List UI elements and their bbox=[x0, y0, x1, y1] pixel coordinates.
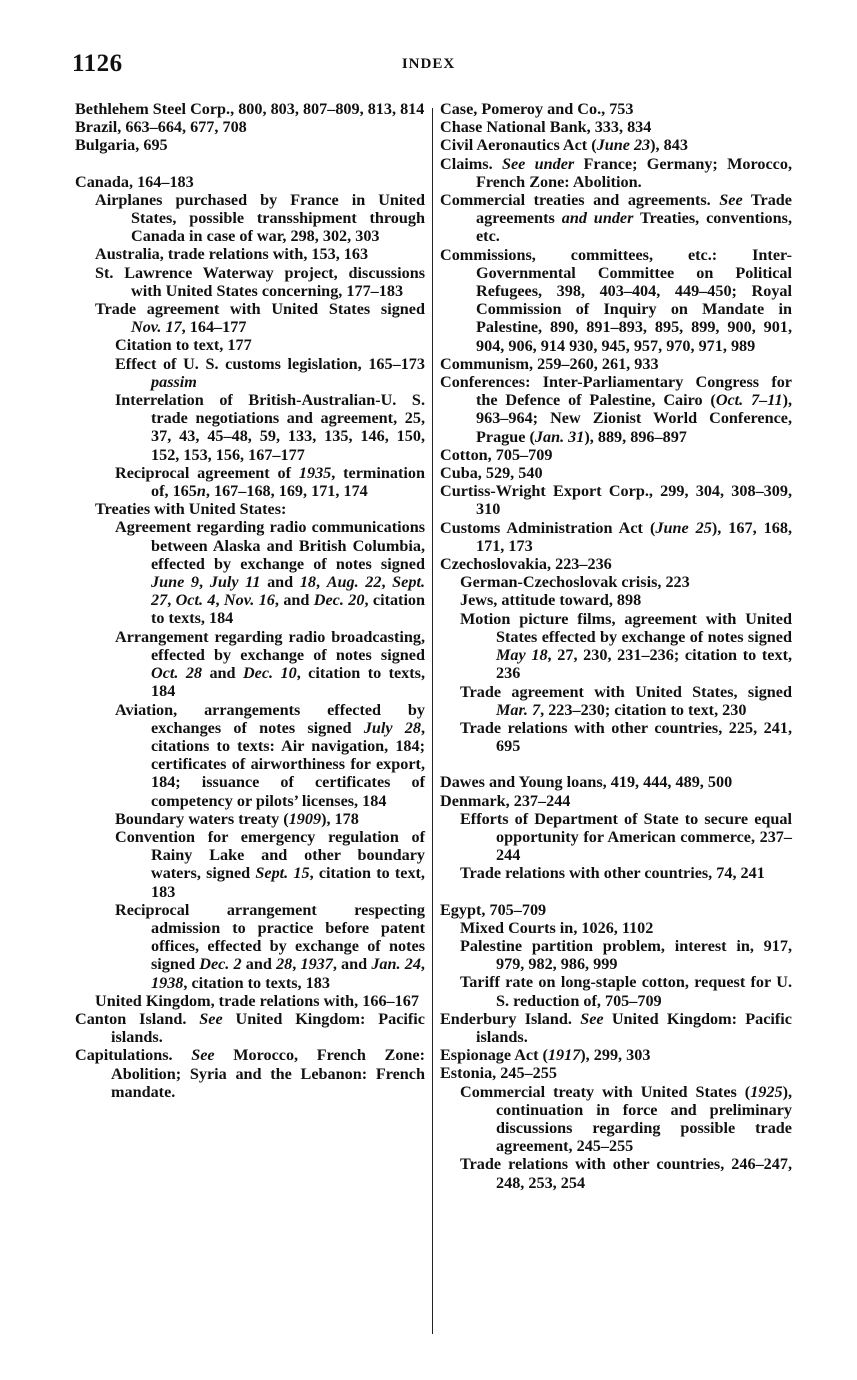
index-subentry: Convention for emergency regulation of Rainy Lake and other boundary waters, signed Sept. 15, citation to text, 183 bbox=[115, 827, 425, 901]
index-entry: Conferences: Inter-Parliamentary Congress for the Defence of Palestine, Cairo (Oct. 7–11), 963–964; New Zionist World Conference, Prague (Jan. 31), 889, 896–897 bbox=[440, 373, 792, 446]
index-entry: Dawes and Young loans, 419, 444, 489, 500 bbox=[440, 773, 733, 792]
index-entry: Curtiss-Wright Export Corp., 299, 304, 308–309, 310 bbox=[440, 482, 792, 519]
index-entry: Enderbury Island. See United Kingdom: Pacific islands. bbox=[440, 1009, 792, 1046]
page-number: 1126 bbox=[72, 50, 123, 77]
index-subentry: St. Lawrence Waterway project, discussions with United States concerning, 177–183 bbox=[95, 263, 425, 300]
index-entry: Bulgaria, 695 bbox=[75, 136, 168, 155]
index-subentry: Efforts of Department of State to secure equal opportunity for American commerce, 237–244 bbox=[460, 809, 792, 865]
index-subentry: Mixed Courts in, 1026, 1102 bbox=[460, 918, 654, 937]
index-entry: Denmark, 237–244 bbox=[440, 791, 571, 810]
index-entry: Customs Administration Act (June 25), 167, 168, 171, 173 bbox=[440, 518, 792, 555]
index-subentry: Airplanes purchased by France in United States, possible transshipment through Canada in case of war, 298, 302, 303 bbox=[95, 190, 425, 246]
index-entry: Cotton, 705–709 bbox=[440, 445, 553, 464]
index-subentry: Trade relations with other countries, 246–247, 248, 253, 254 bbox=[460, 1155, 792, 1192]
index-subentry: Australia, trade relations with, 153, 163 bbox=[95, 245, 369, 264]
index-subentry: Motion picture films, agreement with United States effected by exchange of notes signed May 18, 27, 230, 231–236; citation to text, 236 bbox=[460, 609, 793, 683]
index-entry: Brazil, 663–664, 677, 708 bbox=[75, 118, 247, 137]
index-subentry: German-Czechoslovak crisis, 223 bbox=[460, 573, 690, 592]
index-entry: Chase National Bank, 333, 834 bbox=[440, 118, 652, 137]
index-entry: Espionage Act (1917), 299, 303 bbox=[440, 1046, 651, 1065]
index-entry: Commissions, committees, etc.: Inter-Governmental Committee on Political Refugees, 398, 403–404, 449–450; Royal Commission of Inquiry on Mandate in Palestine, 890, 891–893, 895, 899, 900, 901, 904, 906, 914 930, 945, 957, 970, 971, 989 bbox=[440, 245, 792, 355]
index-subentry: Treaties with United States: bbox=[95, 500, 287, 519]
index-subentry: Citation to text, 177 bbox=[115, 336, 252, 355]
index-entry: Cuba, 529, 540 bbox=[440, 464, 543, 483]
index-subentry: Aviation, arrangements effected by exchanges of notes signed July 28, citations to texts: Air navigation, 184; certificates of airworthiness for export, 184; issuance of certificates of competency or pilots’ licenses, 184 bbox=[115, 700, 425, 810]
index-entry: Canton Island. See United Kingdom: Pacific islands. bbox=[75, 1009, 425, 1047]
index-subentry: Reciprocal agreement of 1935, termination of, 165n, 167–168, 169, 171, 174 bbox=[115, 463, 425, 501]
index-subentry: Interrelation of British-Australian-U. S. trade negotiations and agreement, 25, 37, 43, 45–48, 59, 133, 135, 146, 150, 152, 153, 156, 167–177 bbox=[115, 391, 425, 464]
right-column bbox=[440, 100, 792, 1192]
running-head: INDEX bbox=[401, 56, 456, 72]
index-subentry: Trade relations with other countries, 74, 241 bbox=[460, 864, 765, 883]
column-divider bbox=[432, 108, 433, 1334]
left-column bbox=[75, 100, 425, 1101]
index-entry: Communism, 259–260, 261, 933 bbox=[440, 354, 659, 373]
index-subentry: Agreement regarding radio communications between Alaska and British Columbia, effected by exchange of notes signed June 9, July 11 and 18, Aug. 22, Sept. 27, Oct. 4, Nov. 16, and Dec. 20, citation to texts, 184 bbox=[115, 518, 426, 628]
index-subentry: Commercial treaty with United States (1925), continuation in force and preliminary discussions regarding possible trade agreement, 245–255 bbox=[460, 1082, 792, 1156]
index-entry: Commercial treaties and agreements. See Trade agreements and under Treaties, conventions, etc. bbox=[440, 191, 792, 246]
index-subentry: Tariff rate on long-staple cotton, request for U. S. reduction of, 705–709 bbox=[460, 973, 792, 1010]
index-subentry: Jews, attitude toward, 898 bbox=[460, 591, 642, 610]
index-subentry: Trade agreement with United States, signed Mar. 7, 223–230; citation to text, 230 bbox=[460, 682, 792, 719]
index-subentry: Effect of U. S. customs legislation, 165–173 passim bbox=[115, 354, 425, 391]
index-entry: Estonia, 245–255 bbox=[440, 1064, 557, 1083]
index-entry: Case, Pomeroy and Co., 753 bbox=[440, 100, 634, 118]
index-entry: Civil Aeronautics Act (June 23), 843 bbox=[440, 136, 688, 155]
index-entry: Capitulations. See Morocco, French Zone: Abolition; Syria and the Lebanon: French mandate. bbox=[75, 1046, 425, 1101]
index-entry: Claims. See under France; Germany; Morocco, French Zone: Abolition. bbox=[440, 154, 792, 191]
index-subentry: Boundary waters treaty (1909), 178 bbox=[115, 809, 359, 828]
index-subentry: Arrangement regarding radio broadcasting, effected by exchange of notes signed Oct. 28 and Dec. 10, citation to texts, 184 bbox=[115, 627, 426, 701]
index-entry: Czechoslovakia, 223–236 bbox=[440, 555, 612, 574]
index-entry: Canada, 164–183 bbox=[75, 172, 194, 191]
index-subentry: United Kingdom, trade relations with, 166–167 bbox=[95, 991, 419, 1010]
index-entry: Egypt, 705–709 bbox=[440, 900, 547, 919]
index-subentry: Reciprocal arrangement respecting admission to practice before patent offices, effected by exchange of notes signed Dec. 2 and 28, 1937, and Jan. 24, 1938, citation to texts, 183 bbox=[115, 900, 425, 992]
index-entry: Bethlehem Steel Corp., 800, 803, 807–809, 813, 814 bbox=[75, 100, 425, 118]
index-subentry: Trade relations with other countries, 225, 241, 695 bbox=[460, 718, 792, 756]
index-subentry: Trade agreement with United States signed Nov. 17, 164–177 bbox=[95, 300, 425, 337]
index-subentry: Palestine partition problem, interest in, 917, 979, 982, 986, 999 bbox=[460, 936, 792, 974]
